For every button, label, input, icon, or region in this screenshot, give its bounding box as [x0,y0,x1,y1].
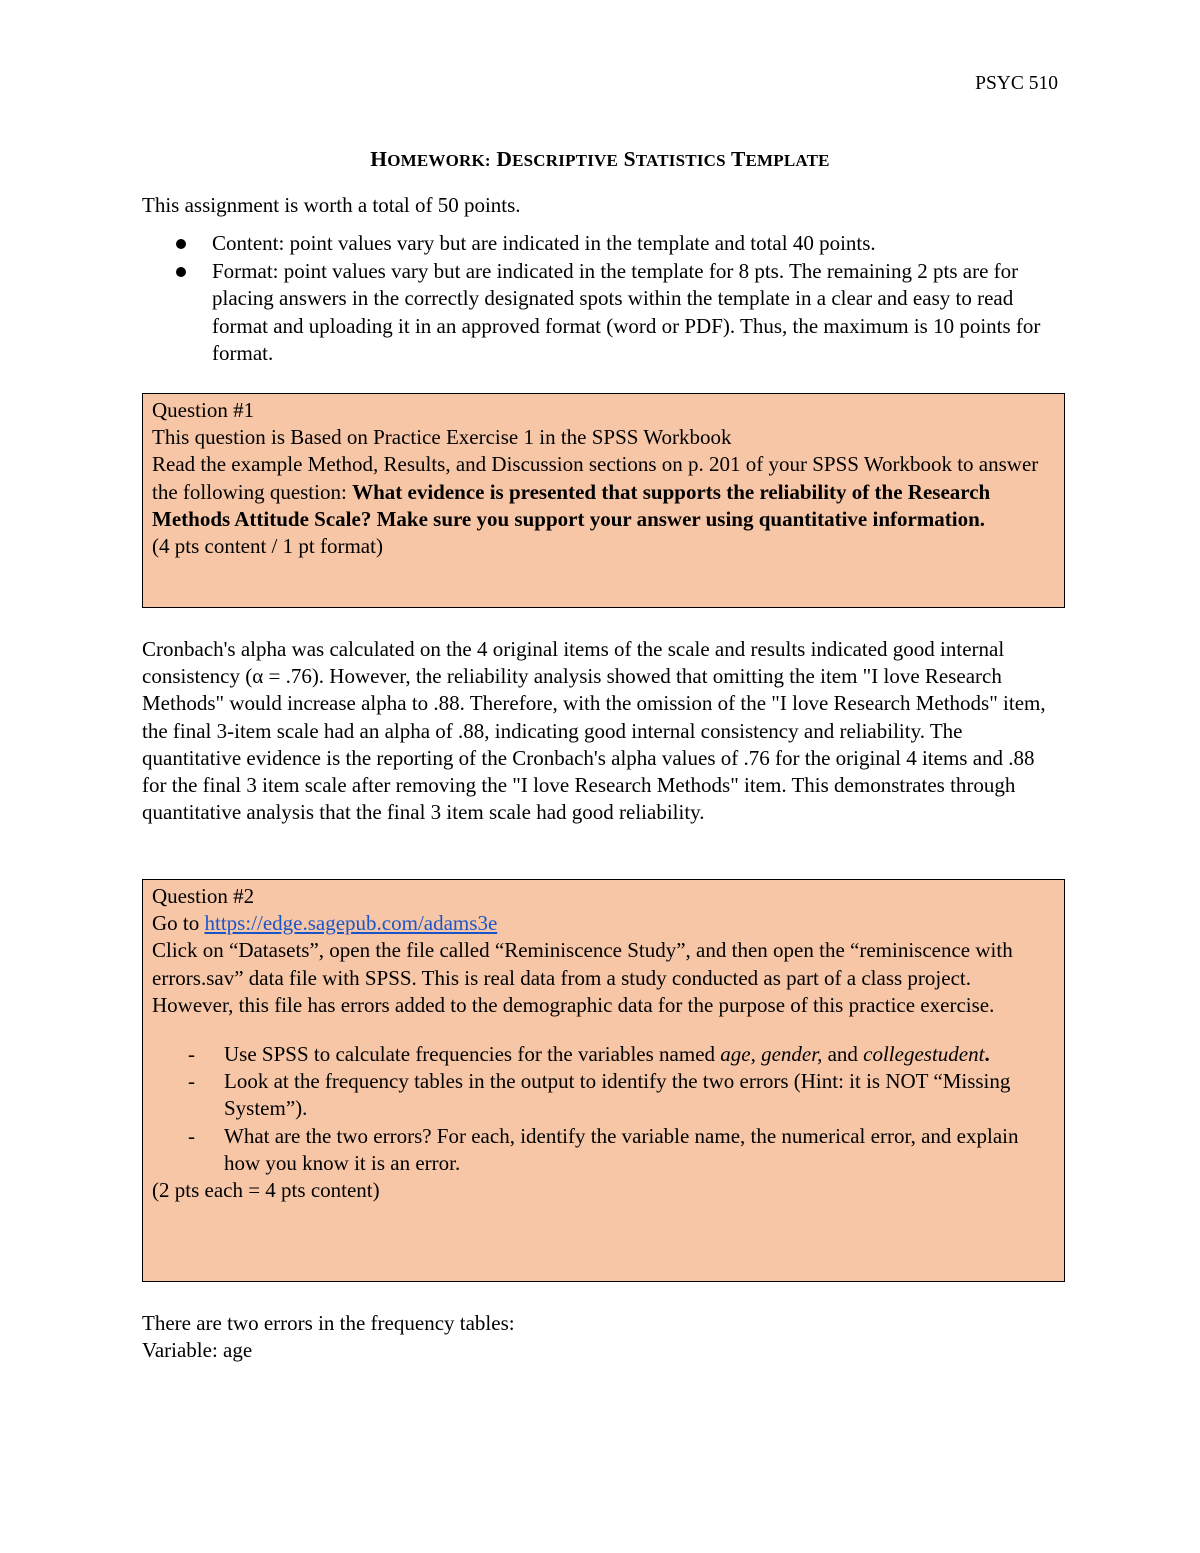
title-word-3: STATISTICS [623,147,726,171]
dataset-link[interactable]: https://edge.sagepub.com/adams3e [204,911,498,936]
question-1-points: (4 pts content / 1 pt format) [152,534,383,559]
title-word-2: DESCRIPTIVE [496,147,619,171]
variable-collegestudent: collegestudent [863,1042,985,1067]
page-title [0,146,1200,174]
question-1-heading: Question #1 [152,398,255,422]
bullet-dot-icon [176,267,186,277]
bullet-format-text: Format: point values vary but are indicated in the template for 8 pts. The remaining 2 pts are for placing answers in the correctly designated spots within the template in a clear and easy to read format and uploading it in an approved format (word or PDF). Thus, the maximum is 10 points for format. [212,259,1041,365]
answer-2[interactable] [142,1310,1057,1364]
question-2-goto: Go to https://edge.sagepub.com/adams3e [152,911,498,936]
question-1-box [142,393,1065,608]
question-2-tasks [152,1041,1057,1177]
question-2-box [142,879,1065,1282]
grading-bullets [142,230,1062,368]
question-1-prompt-bold: What evidence is presented that supports the reliability of the Research Methods Attitude Scale? Make sure you support your answer using quantitative information. [152,479,991,531]
dash-marker: - [188,1042,195,1067]
bullet-content [142,230,1062,257]
title-word-1: HOMEWORK: [370,147,491,171]
intro-text: This assignment is worth a total of 50 points. [142,193,521,217]
answer-2-line-1: There are two errors in the frequency tables: [142,1311,515,1335]
question-2-body: Click on “Datasets”, open the file called “Reminiscence Study”, and then open the “reminiscence with errors.sav” data file with SPSS. This is real data from a study conducted as part of a class project. However, this file has errors added to the demographic data for the purpose of this practice exercise. [152,938,1013,1017]
dash-marker: - [188,1069,195,1094]
task-item: - Look at the frequency tables in the output to identify the two errors (Hint: it is NOT “Missing System”). [188,1069,1011,1121]
answer-1-text[interactable]: Cronbach's alpha was calculated on the 4 original items of the scale and results indicated good internal consistency (α = .76). However, the reliability analysis showed that omitting the item "I love Research Methods" would increase alpha to .88. Therefore, with the omission of the "I love Research Methods" item, the final 3-item scale had an alpha of .88, indicating good internal consistency and reliability. The quantitative evidence is the reporting of the Cronbach's alpha values of .76 for the original 4 items and .88 for the final 3 item scale after removing the "I love Research Methods" item. This demonstrates through quantitative analysis that the final 3 item scale had good reliability. [142,637,1046,825]
task-item: - What are the two errors? For each, identify the variable name, the numerical error, and explain how you know it is an error. [188,1123,1019,1175]
title-word-4: TEMPLATE [730,147,830,171]
bullet-format [142,258,1062,367]
question-2-points: (2 pts each = 4 pts content) [152,1178,380,1203]
question-1-prompt: Read the example Method, Results, and Discussion sections on p. 201 of your SPSS Workbook to answer the following question: What evidence is presented that supports the reliability of the Research Methods Attitude Scale? Make sure you support your answer using quantitative information. [152,452,1039,531]
answer-2-line-2: Variable: age [142,1338,253,1363]
dash-marker: - [188,1123,195,1148]
question-1-source: This question is Based on Practice Exercise 1 in the SPSS Workbook [152,425,732,450]
variable-names: age, gender, [720,1042,823,1067]
question-2-heading: Question #2 [152,884,255,908]
bullet-content-text: Content: point values vary but are indicated in the template and total 40 points. [212,231,876,255]
task-item: - Use SPSS to calculate frequencies for the variables named age, gender, and collegestudent. [152,1041,1057,1068]
bullet-dot-icon [176,239,186,249]
course-code: PSYC 510 [975,73,1058,94]
